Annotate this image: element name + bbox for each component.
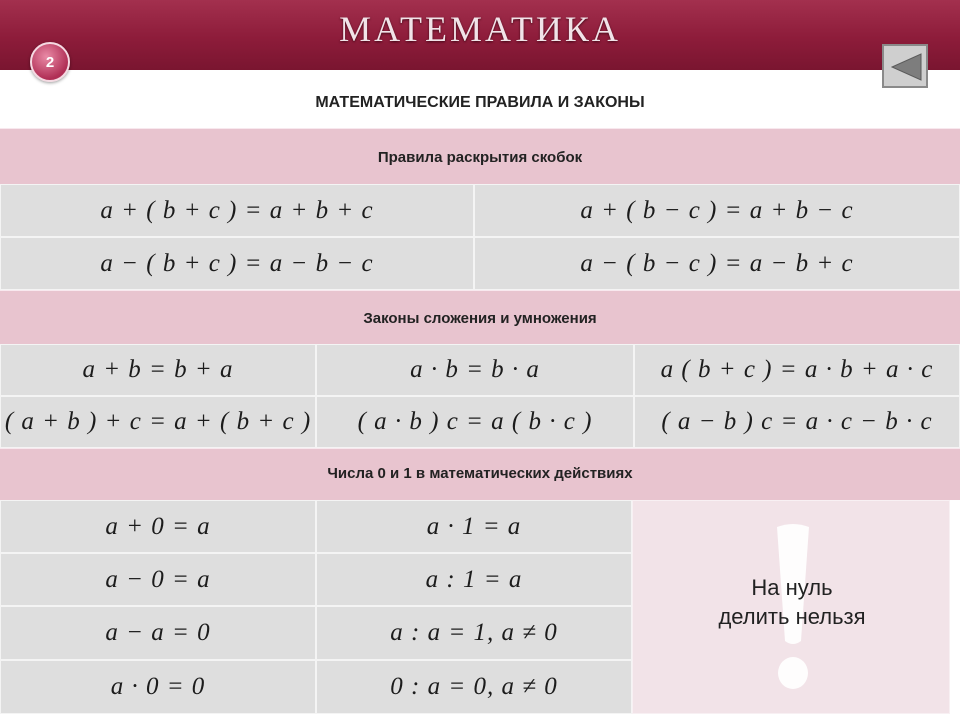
formula-cell: a − a = 0: [0, 606, 316, 660]
note-text: [633, 573, 951, 631]
back-button[interactable]: [882, 44, 928, 88]
formula-cell: 0 : a = 0, a ≠ 0: [316, 660, 632, 714]
formula-cell: a − ( b − c ) = a − b + c: [474, 237, 960, 290]
formula-cell: a · 1 = a: [316, 500, 632, 553]
formula-cell: a − ( b + c ) = a − b − c: [0, 237, 474, 290]
chapter-badge: 2: [30, 42, 70, 82]
formula-cell: a + ( b − c ) = a + b − c: [474, 184, 960, 237]
note-line: делить нельзя: [718, 604, 866, 629]
formula-cell: a − 0 = a: [0, 553, 316, 606]
triangle-left-icon: [889, 52, 923, 82]
formula-cell: a : 1 = a: [316, 553, 632, 606]
formula-cell: a : a = 1, a ≠ 0: [316, 606, 632, 660]
formula-cell: a + 0 = a: [0, 500, 316, 553]
rules-table: [0, 128, 960, 718]
formula-cell: ( a + b ) + c = a + ( b + c ): [0, 396, 316, 448]
section-subtitle: МАТЕМАТИЧЕСКИЕ ПРАВИЛА И ЗАКОНЫ: [315, 94, 645, 111]
formula-cell: ( a − b ) c = a · c − b · c: [634, 396, 960, 448]
formula-cell: a + ( b + c ) = a + b + c: [0, 184, 474, 237]
formula-cell: a ( b + c ) = a · b + a · c: [634, 344, 960, 396]
formula-cell: a + b = b + a: [0, 344, 316, 396]
page-title: МАТЕМАТИКА: [339, 9, 621, 49]
section-header-laws: Законы сложения и умножения: [0, 290, 960, 344]
note-line: На нуль: [751, 575, 833, 600]
formula-cell: ( a · b ) c = a ( b · c ): [316, 396, 634, 448]
formula-cell: a · 0 = 0: [0, 660, 316, 714]
division-by-zero-note: [632, 500, 950, 714]
section-header-zero-one: Числа 0 и 1 в математических действиях: [0, 448, 960, 500]
section-header-brackets: Правила раскрытия скобок: [0, 128, 960, 184]
title-banner: [0, 0, 960, 70]
formula-cell: a · b = b · a: [316, 344, 634, 396]
